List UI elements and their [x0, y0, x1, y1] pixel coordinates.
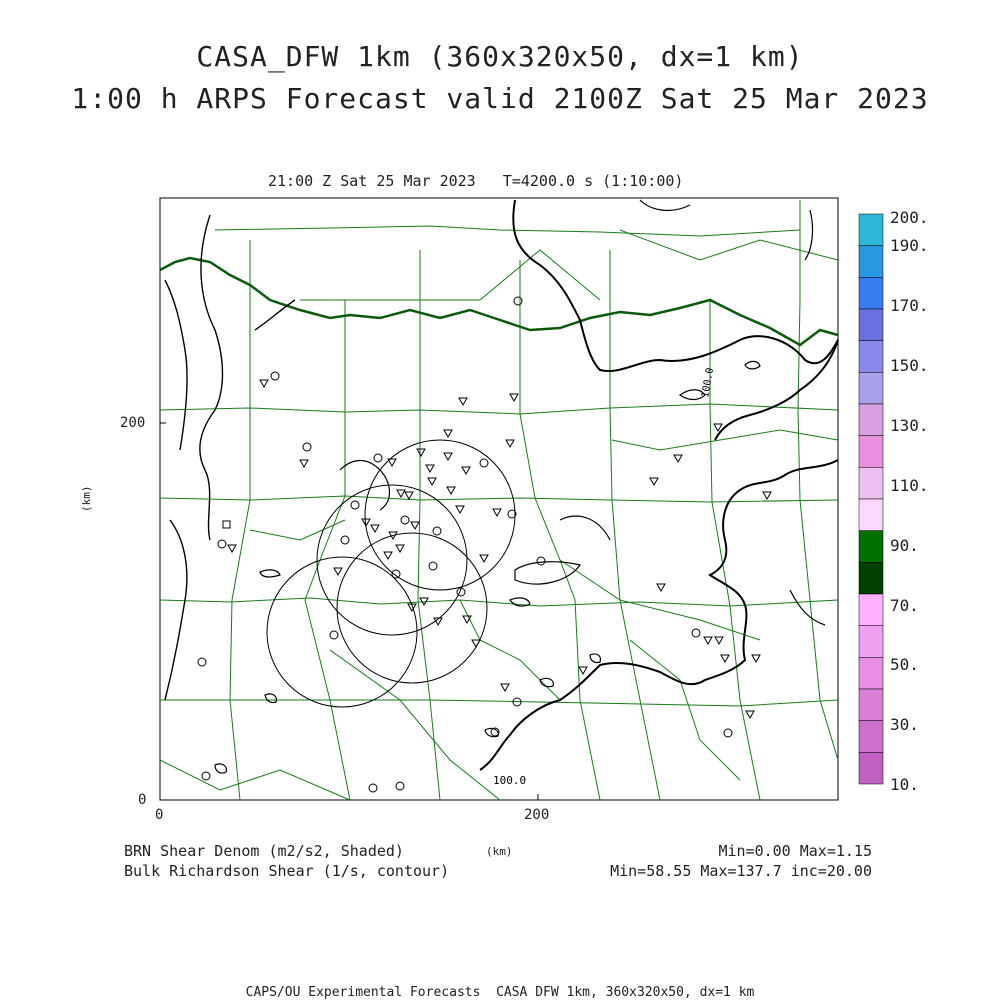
colorbar-swatch: [859, 531, 883, 563]
colorbar-label-190: 190.: [890, 236, 929, 255]
colorbar-label-50: 50.: [890, 655, 919, 674]
title-line-2: 1:00 h ARPS Forecast valid 2100Z Sat 25 Mar 2023: [71, 82, 929, 115]
colorbar-swatch: [859, 499, 883, 531]
colorbar-swatch: [859, 657, 883, 689]
colorbar-swatch: [859, 404, 883, 436]
colorbar-swatch: [859, 721, 883, 753]
colorbar-swatch: [859, 246, 883, 278]
colorbar-swatch: [859, 562, 883, 594]
x-axis-unit: (km): [486, 845, 513, 858]
colorbar-label-30: 30.: [890, 715, 919, 734]
colorbar-swatch: [859, 277, 883, 309]
credit-line: CAPS/OU Experimental Forecasts CASA DFW 1km, 360x320x50, dx=1 km: [245, 985, 755, 1000]
contour-field-label: Bulk Richardson Shear (1/s, contour): [124, 862, 450, 880]
colorbar-swatch: [859, 594, 883, 626]
title-line-1: CASA_DFW 1km (360x320x50, dx=1 km): [196, 40, 804, 73]
radar-range-rings: [267, 440, 515, 707]
y-tick-0: 0: [138, 792, 147, 808]
colorbar-swatch: [859, 214, 883, 246]
colorbar-label-150: 150.: [890, 356, 929, 375]
colorbar-swatch: [859, 626, 883, 658]
contour-range: Min=58.55 Max=137.7 inc=20.00: [610, 862, 872, 880]
colorbar-swatch: [859, 752, 883, 784]
colorbar-swatch: [859, 341, 883, 373]
colorbar-label-70: 70.: [890, 596, 919, 615]
contour-label-2: 100.0: [700, 366, 717, 399]
colorbar-label-90: 90.: [890, 536, 919, 555]
x-tick-0: 0: [155, 807, 164, 823]
y-axis-unit: (km): [80, 485, 93, 512]
colorbar-label-170: 170.: [890, 296, 929, 315]
shear-contours: [165, 200, 838, 773]
colorbar-swatch: [859, 467, 883, 499]
station-triangles: [228, 380, 771, 718]
shaded-field-label: BRN Shear Denom (m2/s2, Shaded): [124, 842, 404, 860]
colorbar: [859, 214, 883, 784]
colorbar-label-10: 10.: [890, 775, 919, 794]
colorbar-swatch: [859, 689, 883, 721]
colorbar-swatch: [859, 436, 883, 468]
x-tick-200: 200: [524, 807, 550, 823]
y-tick-200: 200: [120, 415, 146, 431]
state-border: [160, 258, 838, 345]
axis-ticks: [160, 423, 538, 800]
plot-frame: [160, 198, 838, 800]
colorbar-label-130: 130.: [890, 416, 929, 435]
county-boundaries: [160, 200, 838, 800]
time-subtitle: 21:00 Z Sat 25 Mar 2023 T=4200.0 s (1:10:00): [268, 172, 684, 190]
colorbar-label-200: 200.: [890, 208, 929, 227]
contour-label-1: 100.0: [493, 774, 527, 787]
colorbar-swatch: [859, 372, 883, 404]
colorbar-swatch: [859, 309, 883, 341]
colorbar-label-110: 110.: [890, 476, 929, 495]
shaded-range: Min=0.00 Max=1.15: [718, 842, 872, 860]
